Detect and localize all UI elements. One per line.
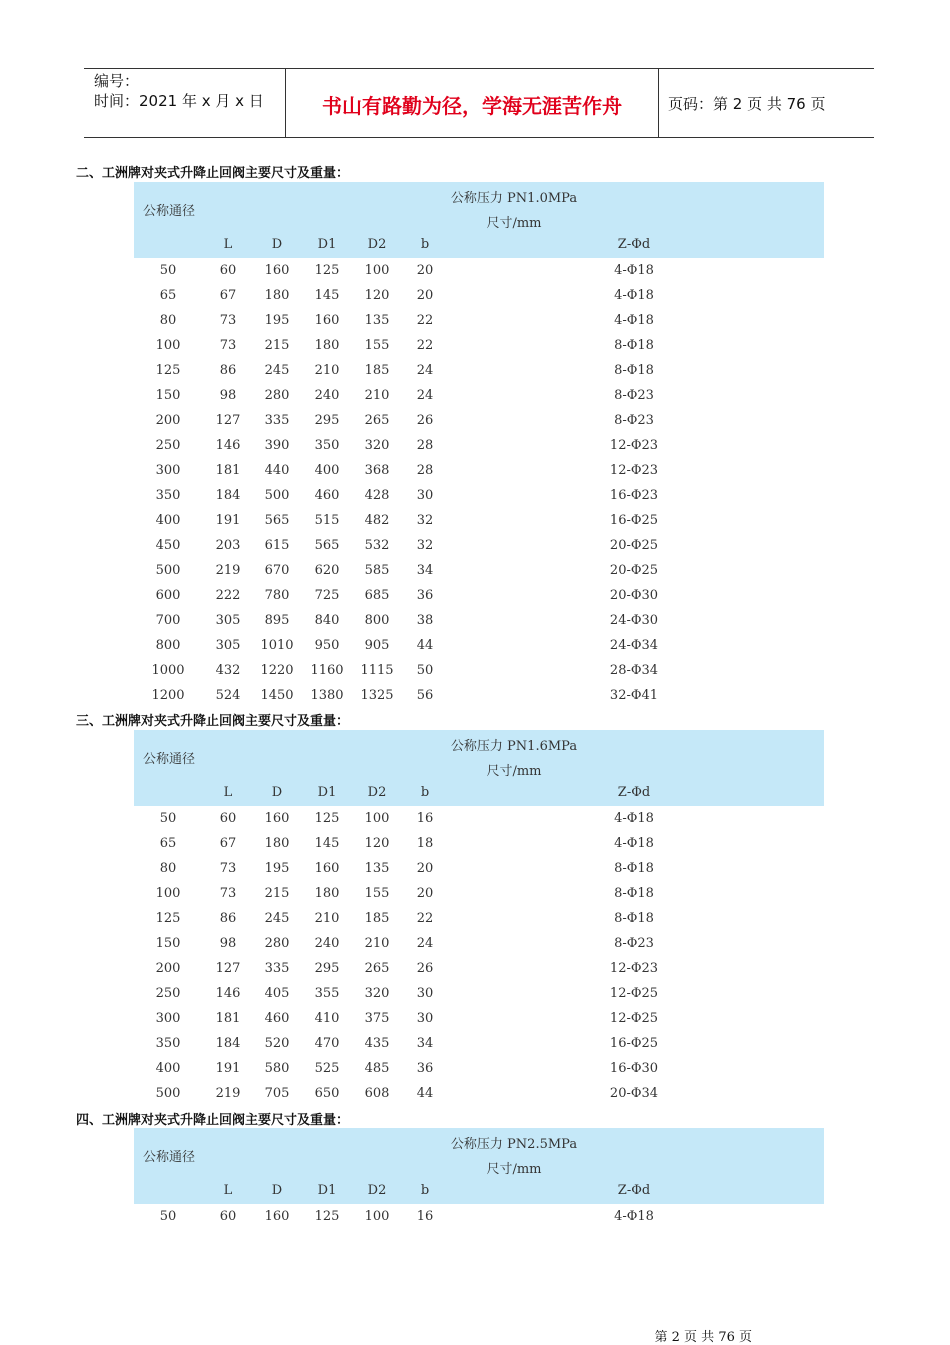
table-cell: 8-Φ23 bbox=[614, 936, 654, 951]
table-cell: 32-Φ41 bbox=[609, 688, 659, 703]
table-cell: 432 bbox=[215, 663, 241, 678]
table-cell: 100 bbox=[155, 338, 181, 353]
table-cell: 12-Φ23 bbox=[609, 438, 659, 453]
table-cell: 125 bbox=[155, 363, 181, 378]
table-cell: 245 bbox=[264, 363, 290, 378]
table-cell: 24 bbox=[416, 388, 434, 403]
table-cell: 20 bbox=[416, 886, 434, 901]
dimension-table bbox=[134, 730, 824, 1106]
table-row bbox=[134, 981, 824, 1006]
table-cell: 120 bbox=[364, 288, 390, 303]
table-row bbox=[134, 608, 824, 633]
table-cell: 800 bbox=[155, 638, 181, 653]
table-cell: 295 bbox=[314, 413, 340, 428]
table-row bbox=[134, 956, 824, 981]
table-cell: 120 bbox=[364, 836, 390, 851]
table-cell: 16 bbox=[416, 1209, 434, 1224]
table-cell: 60 bbox=[219, 811, 237, 826]
table-cell: 400 bbox=[314, 463, 340, 478]
table-cell: 65 bbox=[159, 288, 177, 303]
column-header: b bbox=[420, 785, 430, 800]
table-cell: 1160 bbox=[310, 663, 344, 678]
table-row bbox=[134, 1204, 824, 1229]
table-cell: 22 bbox=[416, 911, 434, 926]
table-cell: 80 bbox=[159, 861, 177, 876]
table-cell: 50 bbox=[159, 263, 177, 278]
table-cell: 28-Φ34 bbox=[609, 663, 659, 678]
table-row bbox=[134, 533, 824, 558]
table-cell: 219 bbox=[215, 563, 241, 578]
pressure-label: 公称压力 PN2.5MPa bbox=[450, 1137, 578, 1152]
table-cell: 305 bbox=[215, 613, 241, 628]
table-cell: 905 bbox=[364, 638, 390, 653]
column-header: L bbox=[223, 785, 233, 800]
table-cell: 36 bbox=[416, 1061, 434, 1076]
table-cell: 181 bbox=[215, 1011, 241, 1026]
table-cell: 30 bbox=[416, 1011, 434, 1026]
table-cell: 320 bbox=[364, 986, 390, 1001]
column-header: b bbox=[420, 1183, 430, 1198]
table-cell: 368 bbox=[364, 463, 390, 478]
table-cell: 350 bbox=[314, 438, 340, 453]
table-header bbox=[134, 730, 824, 806]
document-header bbox=[84, 68, 874, 138]
column-header: b bbox=[420, 237, 430, 252]
table-cell: 73 bbox=[219, 861, 237, 876]
column-header: D bbox=[271, 237, 283, 252]
table-cell: 405 bbox=[264, 986, 290, 1001]
table-cell: 700 bbox=[155, 613, 181, 628]
table-cell: 80 bbox=[159, 313, 177, 328]
table-cell: 500 bbox=[155, 563, 181, 578]
table-cell: 181 bbox=[215, 463, 241, 478]
time-label: 时间：2021 年 x 月 x 日 bbox=[94, 92, 264, 110]
table-cell: 4-Φ18 bbox=[614, 313, 654, 328]
table-row bbox=[134, 583, 824, 608]
table-cell: 450 bbox=[155, 538, 181, 553]
table-cell: 20 bbox=[416, 263, 434, 278]
dimension-table bbox=[134, 1128, 824, 1229]
table-cell: 265 bbox=[364, 961, 390, 976]
table-cell: 210 bbox=[314, 363, 340, 378]
table-cell: 300 bbox=[155, 463, 181, 478]
table-cell: 219 bbox=[215, 1086, 241, 1101]
table-cell: 200 bbox=[155, 961, 181, 976]
table-cell: 4-Φ18 bbox=[614, 288, 654, 303]
table-cell: 100 bbox=[364, 1209, 390, 1224]
table-cell: 20-Φ34 bbox=[609, 1086, 659, 1101]
table-cell: 203 bbox=[215, 538, 241, 553]
table-cell: 50 bbox=[416, 663, 434, 678]
table-cell: 435 bbox=[364, 1036, 390, 1051]
section-title: 三、工洲牌对夹式升降止回阀主要尺寸及重量： bbox=[76, 714, 350, 729]
table-cell: 8-Φ18 bbox=[614, 861, 654, 876]
table-cell: 146 bbox=[215, 986, 241, 1001]
table-cell: 145 bbox=[314, 288, 340, 303]
table-cell: 16-Φ25 bbox=[609, 513, 659, 528]
column-header: D1 bbox=[317, 237, 337, 252]
table-cell: 350 bbox=[155, 488, 181, 503]
table-cell: 67 bbox=[219, 288, 237, 303]
table-cell: 4-Φ18 bbox=[614, 811, 654, 826]
table-row bbox=[134, 633, 824, 658]
table-cell: 26 bbox=[416, 413, 434, 428]
header-motto: 书山有路勤为径，学海无涯苦作舟 bbox=[322, 94, 622, 118]
table-cell: 160 bbox=[264, 811, 290, 826]
table-cell: 524 bbox=[215, 688, 241, 703]
table-cell: 20-Φ25 bbox=[609, 563, 659, 578]
column-header: D bbox=[271, 785, 283, 800]
table-row bbox=[134, 383, 824, 408]
column-header: D1 bbox=[317, 785, 337, 800]
table-cell: 73 bbox=[219, 886, 237, 901]
table-cell: 1000 bbox=[151, 663, 185, 678]
table-cell: 195 bbox=[264, 313, 290, 328]
column-header: D bbox=[271, 1183, 283, 1198]
table-cell: 705 bbox=[264, 1086, 290, 1101]
table-cell: 620 bbox=[314, 563, 340, 578]
nominal-diameter-label: 公称通径 bbox=[142, 204, 195, 219]
table-cell: 73 bbox=[219, 313, 237, 328]
column-header: D1 bbox=[317, 1183, 337, 1198]
table-cell: 44 bbox=[416, 638, 434, 653]
table-cell: 840 bbox=[314, 613, 340, 628]
table-row bbox=[134, 683, 824, 708]
table-row bbox=[134, 1056, 824, 1081]
table-cell: 86 bbox=[219, 363, 237, 378]
table-cell: 300 bbox=[155, 1011, 181, 1026]
table-cell: 1220 bbox=[260, 663, 294, 678]
table-cell: 240 bbox=[314, 388, 340, 403]
table-cell: 470 bbox=[314, 1036, 340, 1051]
table-cell: 60 bbox=[219, 263, 237, 278]
unit-label: 尺寸/mm bbox=[486, 1162, 542, 1177]
table-cell: 22 bbox=[416, 338, 434, 353]
table-cell: 565 bbox=[264, 513, 290, 528]
table-cell: 222 bbox=[215, 588, 241, 603]
table-cell: 100 bbox=[364, 263, 390, 278]
table-cell: 125 bbox=[314, 263, 340, 278]
table-cell: 184 bbox=[215, 488, 241, 503]
table-cell: 565 bbox=[314, 538, 340, 553]
table-cell: 210 bbox=[364, 936, 390, 951]
table-cell: 482 bbox=[364, 513, 390, 528]
table-cell: 30 bbox=[416, 986, 434, 1001]
table-cell: 191 bbox=[215, 1061, 241, 1076]
table-cell: 215 bbox=[264, 338, 290, 353]
code-label: 编号： bbox=[94, 72, 140, 90]
table-cell: 1380 bbox=[310, 688, 344, 703]
table-cell: 34 bbox=[416, 563, 434, 578]
pressure-label: 公称压力 PN1.6MPa bbox=[450, 739, 578, 754]
table-cell: 16-Φ30 bbox=[609, 1061, 659, 1076]
table-cell: 180 bbox=[264, 836, 290, 851]
table-row bbox=[134, 483, 824, 508]
table-cell: 150 bbox=[155, 388, 181, 403]
table-cell: 73 bbox=[219, 338, 237, 353]
table-cell: 38 bbox=[416, 613, 434, 628]
unit-label: 尺寸/mm bbox=[486, 764, 542, 779]
table-cell: 184 bbox=[215, 1036, 241, 1051]
table-cell: 135 bbox=[364, 861, 390, 876]
table-cell: 20 bbox=[416, 288, 434, 303]
table-cell: 127 bbox=[215, 961, 241, 976]
header-meta bbox=[94, 71, 264, 111]
table-cell: 60 bbox=[219, 1209, 237, 1224]
table-cell: 4-Φ18 bbox=[614, 263, 654, 278]
table-cell: 685 bbox=[364, 588, 390, 603]
table-cell: 485 bbox=[364, 1061, 390, 1076]
column-header: Z-Φd bbox=[617, 785, 651, 800]
table-cell: 8-Φ18 bbox=[614, 338, 654, 353]
table-cell: 250 bbox=[155, 438, 181, 453]
table-cell: 250 bbox=[155, 986, 181, 1001]
table-cell: 515 bbox=[314, 513, 340, 528]
table-cell: 265 bbox=[364, 413, 390, 428]
table-row bbox=[134, 856, 824, 881]
table-cell: 335 bbox=[264, 413, 290, 428]
table-cell: 460 bbox=[314, 488, 340, 503]
table-cell: 16-Φ23 bbox=[609, 488, 659, 503]
table-cell: 670 bbox=[264, 563, 290, 578]
table-row bbox=[134, 931, 824, 956]
table-cell: 280 bbox=[264, 936, 290, 951]
table-row bbox=[134, 358, 824, 383]
table-cell: 98 bbox=[219, 936, 237, 951]
table-row bbox=[134, 433, 824, 458]
table-cell: 400 bbox=[155, 513, 181, 528]
table-cell: 100 bbox=[155, 886, 181, 901]
table-row bbox=[134, 458, 824, 483]
table-cell: 1115 bbox=[360, 663, 394, 678]
table-cell: 135 bbox=[364, 313, 390, 328]
table-header bbox=[134, 182, 824, 258]
table-cell: 335 bbox=[264, 961, 290, 976]
table-cell: 65 bbox=[159, 836, 177, 851]
table-cell: 20-Φ30 bbox=[609, 588, 659, 603]
table-cell: 30 bbox=[416, 488, 434, 503]
table-cell: 520 bbox=[264, 1036, 290, 1051]
table-cell: 32 bbox=[416, 513, 434, 528]
table-cell: 1325 bbox=[360, 688, 394, 703]
table-cell: 1200 bbox=[151, 688, 185, 703]
table-cell: 410 bbox=[314, 1011, 340, 1026]
table-row bbox=[134, 1006, 824, 1031]
table-cell: 4-Φ18 bbox=[614, 836, 654, 851]
table-row bbox=[134, 1031, 824, 1056]
table-cell: 98 bbox=[219, 388, 237, 403]
table-cell: 24 bbox=[416, 936, 434, 951]
column-header: D2 bbox=[367, 785, 387, 800]
table-cell: 585 bbox=[364, 563, 390, 578]
table-cell: 180 bbox=[314, 338, 340, 353]
table-cell: 650 bbox=[314, 1086, 340, 1101]
pressure-label: 公称压力 PN1.0MPa bbox=[450, 191, 578, 206]
table-cell: 125 bbox=[314, 811, 340, 826]
table-row bbox=[134, 906, 824, 931]
table-row bbox=[134, 558, 824, 583]
dimension-table bbox=[134, 182, 824, 708]
table-cell: 375 bbox=[364, 1011, 390, 1026]
table-cell: 615 bbox=[264, 538, 290, 553]
table-cell: 525 bbox=[314, 1061, 340, 1076]
column-header: L bbox=[223, 1183, 233, 1198]
table-cell: 22 bbox=[416, 313, 434, 328]
table-cell: 400 bbox=[155, 1061, 181, 1076]
table-cell: 600 bbox=[155, 588, 181, 603]
column-header: D2 bbox=[367, 1183, 387, 1198]
table-cell: 160 bbox=[314, 313, 340, 328]
table-cell: 215 bbox=[264, 886, 290, 901]
table-cell: 125 bbox=[314, 1209, 340, 1224]
table-cell: 8-Φ18 bbox=[614, 363, 654, 378]
table-cell: 50 bbox=[159, 811, 177, 826]
table-cell: 532 bbox=[364, 538, 390, 553]
table-cell: 428 bbox=[364, 488, 390, 503]
table-cell: 24-Φ34 bbox=[609, 638, 659, 653]
table-cell: 36 bbox=[416, 588, 434, 603]
table-cell: 86 bbox=[219, 911, 237, 926]
table-cell: 320 bbox=[364, 438, 390, 453]
table-row bbox=[134, 658, 824, 683]
table-cell: 500 bbox=[155, 1086, 181, 1101]
table-cell: 155 bbox=[364, 338, 390, 353]
table-cell: 200 bbox=[155, 413, 181, 428]
nominal-diameter-label: 公称通径 bbox=[142, 752, 195, 767]
column-header: Z-Φd bbox=[617, 1183, 651, 1198]
table-cell: 305 bbox=[215, 638, 241, 653]
table-cell: 210 bbox=[364, 388, 390, 403]
table-cell: 800 bbox=[364, 613, 390, 628]
table-cell: 355 bbox=[314, 986, 340, 1001]
table-cell: 180 bbox=[264, 288, 290, 303]
table-cell: 160 bbox=[264, 263, 290, 278]
table-cell: 580 bbox=[264, 1061, 290, 1076]
table-cell: 145 bbox=[314, 836, 340, 851]
table-cell: 18 bbox=[416, 836, 434, 851]
table-cell: 160 bbox=[314, 861, 340, 876]
table-cell: 150 bbox=[155, 936, 181, 951]
table-cell: 460 bbox=[264, 1011, 290, 1026]
table-cell: 725 bbox=[314, 588, 340, 603]
table-cell: 12-Φ23 bbox=[609, 961, 659, 976]
table-cell: 28 bbox=[416, 438, 434, 453]
column-header: Z-Φd bbox=[617, 237, 651, 252]
table-cell: 146 bbox=[215, 438, 241, 453]
table-cell: 210 bbox=[314, 911, 340, 926]
table-cell: 895 bbox=[264, 613, 290, 628]
table-cell: 191 bbox=[215, 513, 241, 528]
table-row bbox=[134, 283, 824, 308]
nominal-diameter-label: 公称通径 bbox=[142, 1150, 195, 1165]
table-cell: 28 bbox=[416, 463, 434, 478]
table-row bbox=[134, 1081, 824, 1106]
page-footer: 第 2 页 共 76 页 bbox=[654, 1330, 752, 1345]
table-cell: 500 bbox=[264, 488, 290, 503]
table-cell: 185 bbox=[364, 363, 390, 378]
table-cell: 16 bbox=[416, 811, 434, 826]
header-page-number: 页码：第 2 页 共 76 页 bbox=[668, 95, 826, 113]
table-header bbox=[134, 1128, 824, 1204]
table-cell: 20-Φ25 bbox=[609, 538, 659, 553]
table-cell: 185 bbox=[364, 911, 390, 926]
table-cell: 295 bbox=[314, 961, 340, 976]
table-cell: 12-Φ25 bbox=[609, 1011, 659, 1026]
column-header: D2 bbox=[367, 237, 387, 252]
table-cell: 780 bbox=[264, 588, 290, 603]
section-title: 二、工洲牌对夹式升降止回阀主要尺寸及重量： bbox=[76, 166, 350, 181]
table-cell: 12-Φ23 bbox=[609, 463, 659, 478]
table-cell: 50 bbox=[159, 1209, 177, 1224]
table-cell: 160 bbox=[264, 1209, 290, 1224]
table-row bbox=[134, 806, 824, 831]
table-cell: 155 bbox=[364, 886, 390, 901]
table-cell: 8-Φ18 bbox=[614, 911, 654, 926]
table-cell: 56 bbox=[416, 688, 434, 703]
table-cell: 24-Φ30 bbox=[609, 613, 659, 628]
table-cell: 4-Φ18 bbox=[614, 1209, 654, 1224]
table-cell: 350 bbox=[155, 1036, 181, 1051]
column-header: L bbox=[223, 237, 233, 252]
table-cell: 608 bbox=[364, 1086, 390, 1101]
table-cell: 16-Φ25 bbox=[609, 1036, 659, 1051]
table-cell: 24 bbox=[416, 363, 434, 378]
table-cell: 245 bbox=[264, 911, 290, 926]
table-cell: 8-Φ23 bbox=[614, 388, 654, 403]
table-row bbox=[134, 881, 824, 906]
table-row bbox=[134, 408, 824, 433]
table-cell: 1010 bbox=[260, 638, 294, 653]
table-cell: 440 bbox=[264, 463, 290, 478]
table-cell: 8-Φ23 bbox=[614, 413, 654, 428]
table-cell: 1450 bbox=[260, 688, 294, 703]
table-cell: 195 bbox=[264, 861, 290, 876]
table-cell: 34 bbox=[416, 1036, 434, 1051]
table-cell: 26 bbox=[416, 961, 434, 976]
table-cell: 12-Φ25 bbox=[609, 986, 659, 1001]
table-row bbox=[134, 831, 824, 856]
table-cell: 125 bbox=[155, 911, 181, 926]
table-cell: 390 bbox=[264, 438, 290, 453]
table-cell: 44 bbox=[416, 1086, 434, 1101]
table-cell: 8-Φ18 bbox=[614, 886, 654, 901]
header-divider bbox=[658, 69, 659, 137]
table-row bbox=[134, 333, 824, 358]
table-cell: 32 bbox=[416, 538, 434, 553]
table-cell: 67 bbox=[219, 836, 237, 851]
table-row bbox=[134, 258, 824, 283]
section-title: 四、工洲牌对夹式升降止回阀主要尺寸及重量： bbox=[76, 1113, 350, 1128]
table-cell: 180 bbox=[314, 886, 340, 901]
table-cell: 127 bbox=[215, 413, 241, 428]
table-cell: 20 bbox=[416, 861, 434, 876]
table-cell: 100 bbox=[364, 811, 390, 826]
unit-label: 尺寸/mm bbox=[486, 216, 542, 231]
table-row bbox=[134, 508, 824, 533]
table-cell: 280 bbox=[264, 388, 290, 403]
table-cell: 950 bbox=[314, 638, 340, 653]
table-row bbox=[134, 308, 824, 333]
table-cell: 240 bbox=[314, 936, 340, 951]
